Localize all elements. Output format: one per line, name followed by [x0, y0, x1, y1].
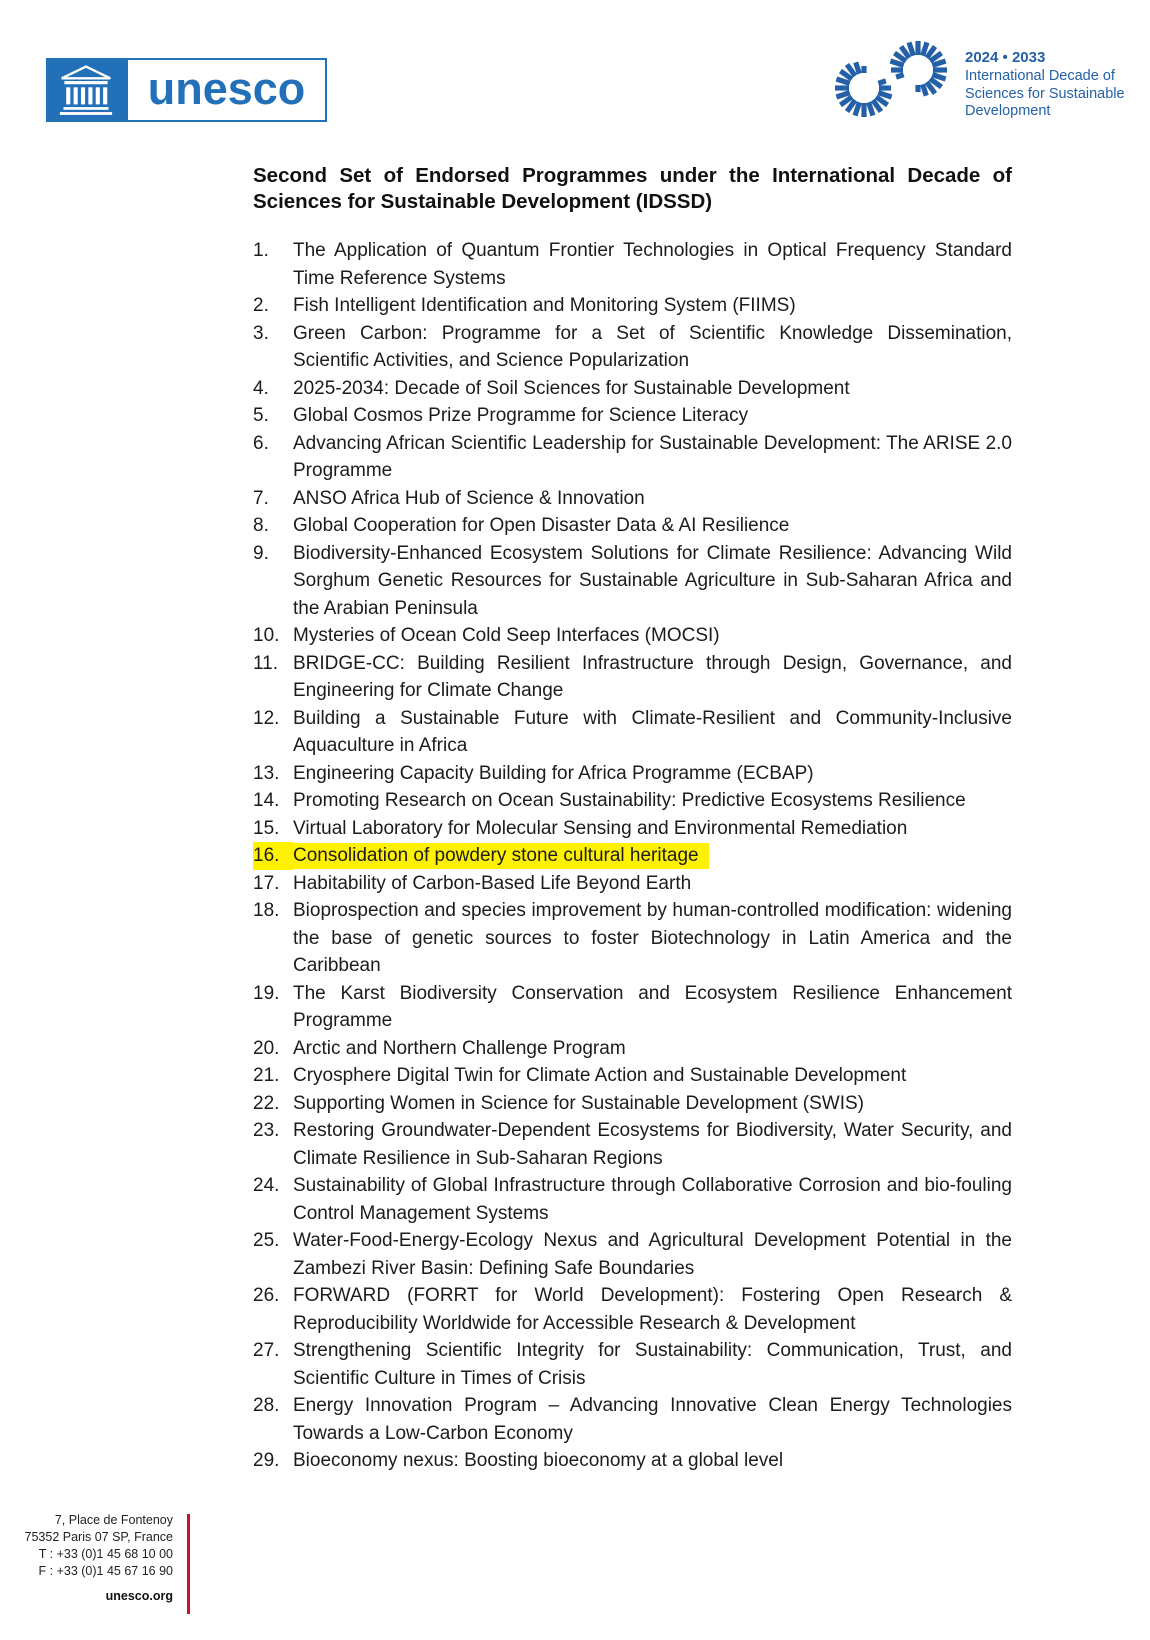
list-item: [253, 237, 1012, 292]
item-text: Building a Sustainable Future with Climate-Resilient and Community-Inclusive Aquaculture in Africa: [293, 707, 1012, 756]
list-item: [253, 1090, 1012, 1118]
idssd-infinity-sunburst-icon: [831, 40, 953, 120]
list-item: [253, 1392, 1012, 1447]
item-number: 2.: [253, 295, 269, 316]
item-number: 1.: [253, 240, 269, 261]
item-number: 12.: [253, 707, 280, 729]
item-number: 14.: [253, 790, 280, 811]
item-number: 4.: [253, 377, 269, 399]
item-text: Green Carbon: Programme for a Set of Scientific Knowledge Dissemination, Scientific Activities, and Science Popularization: [293, 322, 1012, 371]
fax-line: F : +33 (0)1 45 67 16 90: [38, 1564, 173, 1578]
list-item: [253, 1337, 1012, 1392]
idssd-logo-text: [965, 40, 1125, 121]
item-text: Biodiversity-Enhanced Ecosystem Solutions for Climate Resilience: Advancing Wild Sorghum Genetic Resources for Sustainable Agriculture in Sub-Saharan Africa and the Arabian Peninsula: [293, 542, 1012, 619]
phone-line: T : +33 (0)1 45 68 10 00: [38, 1547, 173, 1561]
item-text: Energy Innovation Program – Advancing Innovative Clean Energy Technologies Towards a Low-Carbon Economy: [293, 1395, 1012, 1444]
list-item: [253, 870, 1012, 898]
item-text: 2025-2034: Decade of Soil Sciences for Sustainable Development: [293, 377, 850, 399]
list-item: [253, 375, 1012, 403]
unesco-temple-icon: [46, 58, 126, 122]
list-item: [253, 430, 1012, 485]
list-item: [253, 1062, 1012, 1090]
list-item: [253, 485, 1012, 513]
item-text: Engineering Capacity Building for Africa Programme (ECBAP): [293, 762, 814, 784]
list-item: [253, 320, 1012, 375]
red-divider: [187, 1514, 190, 1614]
item-number: 25.: [253, 1230, 280, 1251]
unesco-wordmark: unesco: [147, 62, 306, 114]
item-text: The Karst Biodiversity Conservation and Ecosystem Resilience Enhancement Programme: [293, 982, 1012, 1031]
item-number: 19.: [253, 982, 280, 1004]
list-item: [253, 1447, 1012, 1475]
item-number: 3.: [253, 322, 269, 344]
item-text: BRIDGE-CC: Building Resilient Infrastructure through Design, Governance, and Engineering for Climate Change: [293, 652, 1012, 701]
item-text: Supporting Women in Science for Sustainable Development (SWIS): [293, 1092, 864, 1114]
unesco-wordmark-box: [126, 58, 327, 122]
item-number: 21.: [253, 1065, 280, 1086]
idssd-name-line: Development: [965, 103, 1051, 119]
idssd-name-line: International Decade of: [965, 68, 1115, 84]
item-text: Mysteries of Ocean Cold Seep Interfaces (MOCSI): [293, 625, 720, 646]
item-number: 18.: [253, 900, 280, 921]
item-text: Bioprospection and species improvement by human-controlled modification: widening the base of genetic sources to foster Biotechnology in Latin America and the Caribbean: [293, 900, 1012, 976]
item-text: The Application of Quantum Frontier Technologies in Optical Frequency Standard Time Reference Systems: [293, 240, 1012, 289]
item-number: 16.: [253, 842, 293, 870]
idssd-name-line: Sciences for Sustainable: [965, 85, 1125, 102]
item-number: 11.: [253, 652, 279, 674]
idssd-years: 2024 • 2033: [965, 49, 1046, 66]
list-item: [253, 1282, 1012, 1337]
item-number: 5.: [253, 405, 269, 426]
list-item: [253, 705, 1012, 760]
list-item: [253, 292, 1012, 320]
list-item: [253, 980, 1012, 1035]
item-text: Global Cosmos Prize Programme for Science Literacy: [293, 405, 749, 426]
item-text: Cryosphere Digital Twin for Climate Action and Sustainable Development: [293, 1065, 907, 1086]
item-text: Arctic and Northern Challenge Program: [293, 1037, 626, 1059]
item-number: 24.: [253, 1175, 280, 1196]
item-text: Advancing African Scientific Leadership for Sustainable Development: The ARISE 2.0 Programme: [293, 432, 1012, 481]
list-item: [253, 760, 1012, 788]
item-number: 15.: [253, 817, 280, 839]
item-number: 10.: [253, 625, 280, 646]
item-text: Habitability of Carbon-Based Life Beyond Earth: [293, 872, 692, 894]
item-number: 22.: [253, 1092, 280, 1114]
address-line: 7, Place de Fontenoy: [54, 1513, 173, 1527]
item-text: Fish Intelligent Identification and Monitoring System (FIIMS): [293, 295, 796, 316]
item-number: 23.: [253, 1120, 280, 1141]
item-number: 29.: [253, 1450, 280, 1471]
list-item: [253, 650, 1012, 705]
page-title: Second Set of Endorsed Programmes under the International Decade of Sciences for Sustainable Development (IDSSD): [253, 164, 1012, 213]
list-item: [253, 815, 1012, 843]
item-number: 6.: [253, 432, 269, 454]
item-number: 13.: [253, 762, 280, 784]
list-item: [253, 897, 1012, 980]
item-text: Global Cooperation for Open Disaster Data & AI Resilience: [293, 515, 790, 536]
list-item: [253, 512, 1012, 540]
item-number: 17.: [253, 872, 280, 894]
list-item: [253, 402, 1012, 430]
idssd-logo: [831, 40, 1125, 121]
item-number: 8.: [253, 515, 269, 536]
item-text: Strengthening Scientific Integrity for Sustainability: Communication, Trust, and Scientific Culture in Times of Crisis: [293, 1340, 1012, 1389]
item-text: Sustainability of Global Infrastructure through Collaborative Corrosion and bio-fouling Control Management Systems: [293, 1175, 1012, 1224]
item-text: Consolidation of powdery stone cultural heritage: [293, 842, 1012, 870]
item-number: 20.: [253, 1037, 280, 1059]
list-item: [253, 1227, 1012, 1282]
item-number: 9.: [253, 542, 269, 564]
address-line: 75352 Paris 07 SP, France: [24, 1530, 173, 1544]
list-item: [253, 622, 1012, 650]
list-item: [253, 540, 1012, 623]
item-text: Promoting Research on Ocean Sustainability: Predictive Ecosystems Resilience: [293, 790, 966, 811]
item-text: Water-Food-Energy-Ecology Nexus and Agricultural Development Potential in the Zambezi River Basin: Defining Safe Boundaries: [293, 1230, 1012, 1279]
item-number: 28.: [253, 1395, 280, 1416]
item-text: Bioeconomy nexus: Boosting bioeconomy at a global level: [293, 1450, 784, 1471]
website-text: unesco.org: [105, 1589, 173, 1603]
item-text: ANSO Africa Hub of Science & Innovation: [293, 487, 645, 509]
list-item: [253, 1035, 1012, 1063]
item-text: Virtual Laboratory for Molecular Sensing and Environmental Remediation: [293, 817, 908, 839]
unesco-temple-icon-svg: [50, 61, 122, 119]
item-number: 26.: [253, 1285, 280, 1306]
footer-address-block: [0, 1512, 173, 1605]
item-text: FORWARD (FORRT for World Development): Fostering Open Research & Reproducibility Worldwide for Accessible Research & Development: [293, 1285, 1012, 1334]
list-item: [253, 1172, 1012, 1227]
list-item: [253, 787, 1012, 815]
list-item: [253, 842, 1012, 870]
item-number: 27.: [253, 1340, 280, 1361]
unesco-logo: [46, 58, 327, 122]
item-text: Restoring Groundwater-Dependent Ecosystems for Biodiversity, Water Security, and Climate Resilience in Sub-Saharan Regions: [293, 1120, 1012, 1169]
item-number: 7.: [253, 487, 269, 509]
list-item: [253, 1117, 1012, 1172]
programme-list: [253, 237, 1012, 1475]
